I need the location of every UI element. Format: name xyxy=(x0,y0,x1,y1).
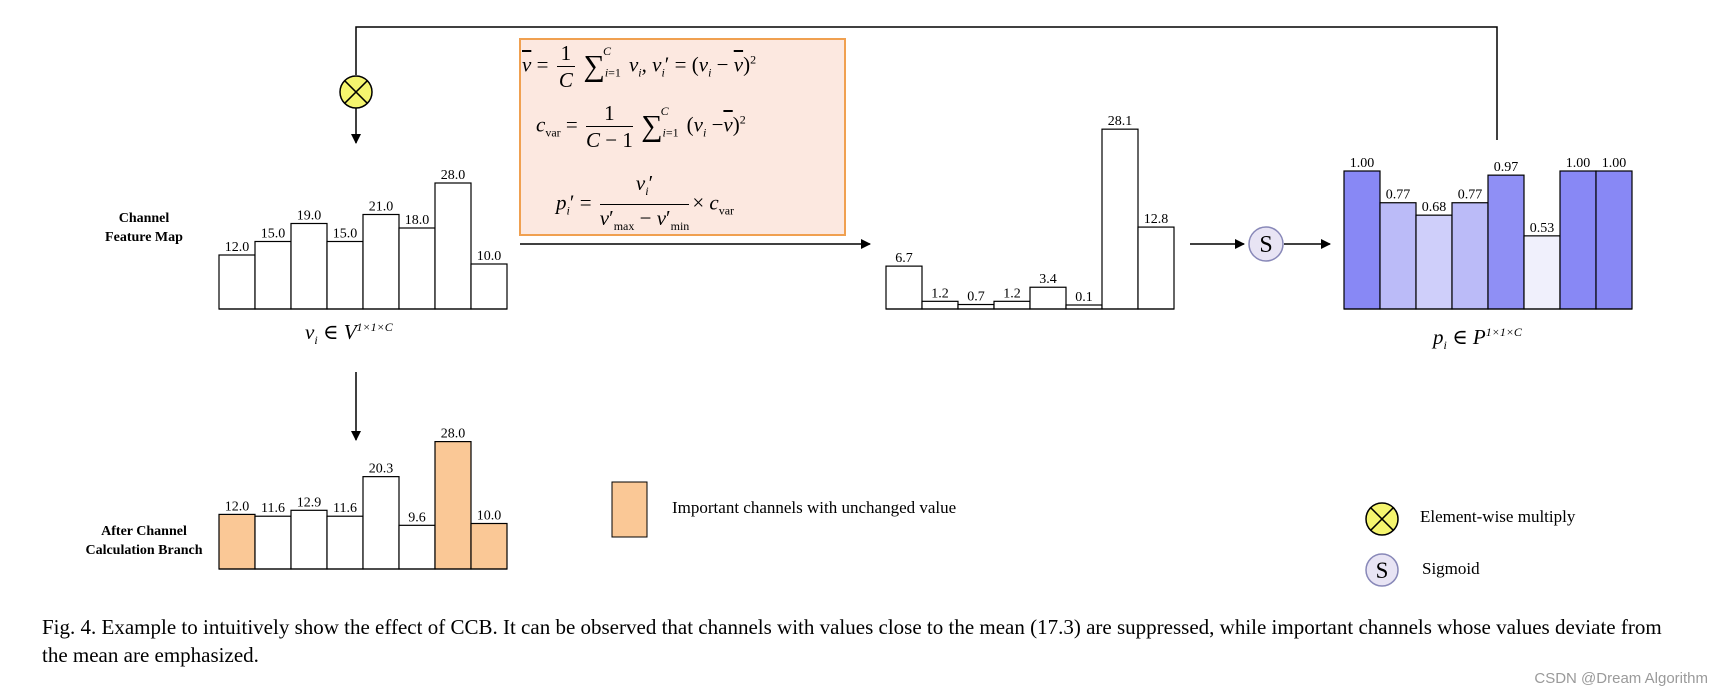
after-branch-value-label: 11.6 xyxy=(261,501,285,517)
output-value-label: 0.97 xyxy=(1493,160,1519,176)
feature-map-value-label: 15.0 xyxy=(332,226,358,242)
output-value-label: 1.00 xyxy=(1349,156,1375,171)
feature-map-bar xyxy=(435,183,471,309)
legend-important-text: Important channels with unchanged value xyxy=(672,498,957,517)
feature-map-value-label: 19.0 xyxy=(296,208,322,224)
feature-map-bar xyxy=(471,264,507,309)
vi-label: $v_i$ ∈ $V^{1\times 1\times C}$ xyxy=(305,320,393,348)
sigmoid-node-icon xyxy=(1249,227,1283,261)
after-branch-bar xyxy=(435,442,471,569)
variance-bar xyxy=(958,305,994,309)
feature-map-bar xyxy=(363,215,399,310)
output-bar xyxy=(1344,171,1380,309)
output-bar xyxy=(1416,215,1452,309)
output-value-label: 0.77 xyxy=(1457,187,1483,203)
output-value-label: 0.53 xyxy=(1529,220,1555,236)
after-branch-bar xyxy=(363,477,399,569)
after-branch-value-label: 12.9 xyxy=(296,495,322,511)
output-chart xyxy=(1344,156,1632,309)
channel-feature-map-label: Channel Feature Map xyxy=(105,211,183,245)
legend-sigmoid-icon xyxy=(1366,554,1398,586)
feature-map-value-label: 10.0 xyxy=(476,249,502,264)
after-branch-chart xyxy=(219,427,507,569)
variance-value-label: 6.7 xyxy=(895,251,913,267)
variance-bar xyxy=(1102,129,1138,309)
after-branch-bar xyxy=(219,514,255,569)
after-branch-bar xyxy=(471,524,507,570)
variance-bar xyxy=(886,266,922,309)
feature-map-chart xyxy=(219,168,507,309)
variance-bar xyxy=(994,301,1030,309)
after-branch-bar xyxy=(399,525,435,569)
after-channel-branch-label: After Channel Calculation Branch xyxy=(85,524,203,558)
output-bar xyxy=(1560,171,1596,309)
output-bar xyxy=(1524,236,1560,309)
after-branch-value-label: 11.6 xyxy=(333,501,357,517)
feature-map-bar xyxy=(399,228,435,309)
sigmoid-node-label: S xyxy=(1259,232,1273,258)
feature-map-bar xyxy=(327,242,363,310)
feature-map-value-label: 18.0 xyxy=(404,213,430,228)
pi-label: $p_i$ ∈ $P^{1\times 1\times C}$ xyxy=(1433,325,1522,353)
feature-map-value-label: 21.0 xyxy=(368,199,394,215)
legend-important-swatch xyxy=(612,482,647,537)
variance-value-label: 28.1 xyxy=(1107,114,1133,130)
output-value-label: 0.68 xyxy=(1421,200,1447,216)
formula-line-3: $p_i'$ = $\frac{v_i'}{v'_{max} - v'_{min}}$ × $c_{var}$ xyxy=(556,171,735,234)
feature-map-value-label: 12.0 xyxy=(224,240,250,255)
feature-map-value-label: 15.0 xyxy=(260,226,286,242)
feature-map-value-label: 28.0 xyxy=(440,168,466,183)
variance-value-label: 12.8 xyxy=(1143,212,1169,228)
feature-map-bar xyxy=(219,255,255,309)
variance-bar xyxy=(1138,227,1174,309)
feature-map-bar xyxy=(291,224,327,310)
legend-sigmoid-symbol: S xyxy=(1375,558,1389,583)
figure-caption: Fig. 4. Example to intuitively show the effect of CCB. It can be observed that channels with values close to the mean (17.3) are suppressed, while important channels whose values deviate from the mean are emphasized. xyxy=(42,615,1662,667)
after-branch-value-label: 20.3 xyxy=(368,461,394,477)
output-bar xyxy=(1380,203,1416,309)
after-branch-bar xyxy=(327,516,363,569)
feature-map-bar xyxy=(255,242,291,310)
output-value-label: 0.77 xyxy=(1385,187,1411,203)
formula-line-1: $\overline{v}$ = $\frac{1}{C}$ $\sum_{i=1}^Cv_i$, $v_i' = (v_i - \overline{v})^2$ xyxy=(522,41,757,92)
variance-value-label: 1.2 xyxy=(1003,286,1021,302)
legend-multiply-icon xyxy=(1366,503,1398,535)
after-branch-value-label: 10.0 xyxy=(476,508,502,524)
variance-value-label: 1.2 xyxy=(931,286,949,302)
output-value-label: 1.00 xyxy=(1601,156,1627,171)
variance-bar xyxy=(1030,287,1066,309)
legend-multiply-text: Element-wise multiply xyxy=(1420,507,1576,526)
output-value-label: 1.00 xyxy=(1565,156,1591,171)
output-bar xyxy=(1596,171,1632,309)
formula-line-2: $c_{var}$ = $\frac{1}{C - 1}$ $\sum_{i=1}^C(v_i -\overline{v})^2$ xyxy=(536,101,746,152)
variance-chart xyxy=(886,114,1174,309)
after-branch-value-label: 28.0 xyxy=(440,426,466,442)
after-branch-bar xyxy=(291,510,327,569)
watermark: CSDN @Dream Algorithm xyxy=(1534,670,1708,687)
variance-value-label: 3.4 xyxy=(1039,272,1057,288)
after-branch-value-label: 9.6 xyxy=(408,510,426,526)
variance-value-label: 0.7 xyxy=(967,289,985,305)
variance-bar xyxy=(922,301,958,309)
output-bar xyxy=(1488,175,1524,309)
multiply-icon xyxy=(340,76,372,108)
variance-value-label: 0.1 xyxy=(1075,290,1093,305)
legend-sigmoid-text: Sigmoid xyxy=(1422,559,1480,578)
after-branch-value-label: 12.0 xyxy=(224,499,250,515)
after-branch-bar xyxy=(255,516,291,569)
output-bar xyxy=(1452,203,1488,309)
